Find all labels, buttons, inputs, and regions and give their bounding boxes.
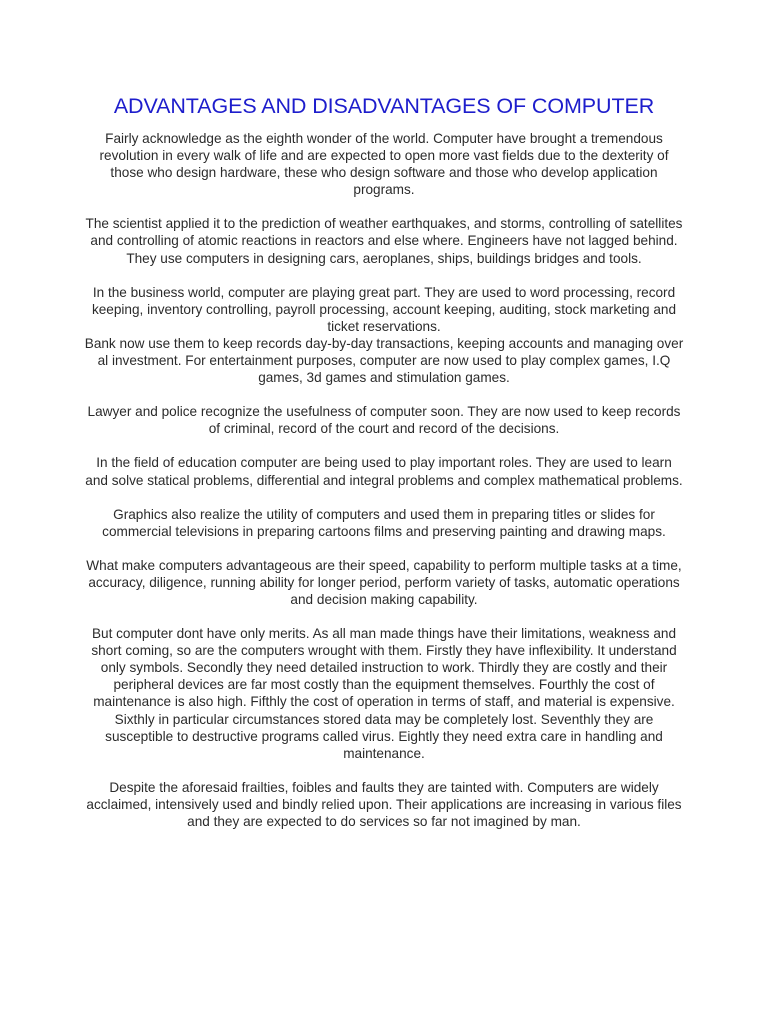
paragraph-disadvantages: But computer dont have only merits. As all man made things have their limitations, weakness and short coming, so are the computers wrought with them. Firstly they have inflexibility. It understand only symbols. Secondly they need detailed instruction to work. Thirdly they are costly and their peripheral devices are far most costly than the equipment themselves. Fourthly the cost of maintenance is also high. Fifthly the cost of operation in terms of staff, and material is expensive. Sixthly in particular circumstances stored data may be completely lost. Seventhly they are susceptible to destructive programs called virus. Eightly they need extra care in handling and maintenance. <box>91 626 677 761</box>
document-content <box>84 92 684 847</box>
document-title: ADVANTAGES AND DISADVANTAGES OF COMPUTER <box>113 94 655 118</box>
paragraph-intro: Fairly acknowledge as the eighth wonder of the world. Computer have brought a tremendous revolution in every walk of life and are expected to open more vast fields due to the dexterity of those who design hardware, these who design software and those who develop application programs. <box>99 131 669 198</box>
paragraph-business: In the business world, computer are playing great part. They are used to word processing, record keeping, inventory controlling, payroll processing, account keeping, auditing, stock marketing and ticket reservations. <box>91 284 677 334</box>
paragraph-education: In the field of education computer are being used to play important roles. They are used to learn and solve statical problems, differential and integral problems and complex mathematical problems. <box>85 455 683 488</box>
paragraph-science: The scientist applied it to the prediction of weather earthquakes, and storms, controlling of satellites and controlling of atomic reactions in reactors and else where. Engineers have not lagged behind. They use computers in designing cars, aeroplanes, ships, buildings bridges and tools. <box>85 216 683 266</box>
paragraph-conclusion: Despite the aforesaid frailties, foibles and faults they are tainted with. Computers are widely acclaimed, intensively used and bindly relied upon. Their applications are increasing in various files and they are expected to do services so far not imagined by man. <box>86 779 682 829</box>
paragraph-bank: Bank now use them to keep records day-by-day transactions, keeping accounts and managing over al investment. For entertainment purposes, computer are now used to play complex games, I.Q games, 3d games and stimulation games. <box>84 335 684 386</box>
paragraph-advantages: What make computers advantageous are their speed, capability to perform multiple tasks at a time, accuracy, diligence, running ability for longer period, perform variety of tasks, automatic operations and decision making capability. <box>86 557 682 607</box>
paragraph-graphics: Graphics also realize the utility of computers and used them in preparing titles or slides for commercial televisions in preparing cartoons films and preserving painting and drawing maps. <box>102 506 666 539</box>
paragraph-law: Lawyer and police recognize the usefulness of computer soon. They are now used to keep records of criminal, record of the court and record of the decisions. <box>87 404 681 437</box>
